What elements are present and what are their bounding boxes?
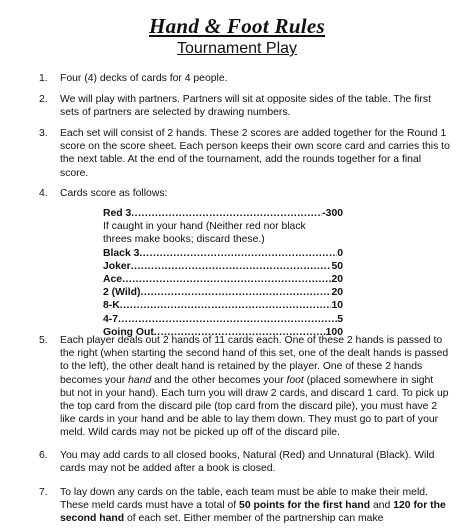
rule-3 (39, 127, 450, 180)
page-subtitle: Tournament Play (176, 40, 298, 57)
score-table (103, 207, 343, 339)
rule-text: Each set will consist of 2 hands. These 2 scores are added together for the Round 1 score on the score sheet. Each person keeps their own score card and carries this to the next table. At the end of the tournament, add the rounds together for a final score. (60, 128, 450, 179)
rule-6 (39, 449, 450, 475)
rule-number: 2. (39, 94, 48, 105)
rule-text-part: (placed somewhere in sight but not in your hand). Each turn you will draw 2 cards, and discard 1 card. To pick up the top card from the discard pile (top card from the discard pile), you must have 2 like cards in your hand and be able to lay them down. They must go to part of your meld. Wild cards may not be picked up off of the discard pile. (60, 374, 449, 439)
score-label: 4-7 (103, 313, 119, 325)
score-value: 0 (337, 247, 343, 259)
rule-1 (39, 72, 450, 85)
score-row (103, 273, 343, 286)
leader-dots (120, 299, 332, 312)
score-label: Joker (103, 260, 131, 272)
rule-text: Cards score as follows: (60, 188, 168, 199)
score-label: 8-K (103, 300, 120, 312)
rule-emphasis: hand (128, 374, 152, 386)
score-row (103, 207, 343, 220)
rule-text: You may add cards to all closed books, Natural (Red) and Unnatural (Black). Wild cards may not be added after a book is closed. (60, 450, 435, 475)
score-label: Black 3 (103, 247, 140, 259)
rule-5 (39, 334, 450, 440)
leader-dots (139, 247, 337, 260)
rule-number: 1. (39, 73, 48, 84)
rule-emphasis: foot (286, 374, 304, 386)
score-label: Red 3 (103, 208, 132, 219)
rule-text-part: To lay down any cards on the table, each team must be able to make their meld. These meld cards must have a total of (60, 487, 428, 512)
leader-dots (131, 207, 322, 220)
leader-dots (131, 260, 332, 273)
rule-number: 4. (39, 188, 48, 199)
score-label: Ace (103, 274, 123, 286)
score-row (103, 299, 343, 312)
leader-dots (118, 313, 337, 326)
score-value: 5 (337, 313, 343, 325)
score-label: Going Out (103, 326, 154, 338)
rule-4 (39, 187, 450, 200)
rule-7 (39, 486, 450, 526)
rule-number: 3. (39, 128, 48, 139)
rule-number: 6. (39, 450, 48, 461)
rule-bold: 50 points for the first hand (239, 500, 371, 512)
page-title: Hand & Foot Rules (148, 14, 326, 38)
rule-text-part: of each set. Either member of the partnership can make (124, 513, 384, 525)
rule-text-part: and (370, 500, 394, 512)
score-value: -300 (322, 208, 343, 219)
score-value: 20 (331, 274, 343, 286)
rule-text: Four (4) decks of cards for 4 people. (60, 73, 228, 84)
leader-dots (122, 273, 331, 286)
red3-note: If caught in your hand (Neither red nor black threes make books; discard these.) (103, 221, 306, 246)
leader-dots (140, 286, 331, 299)
score-row (103, 247, 343, 260)
rule-number: 7. (39, 487, 48, 498)
score-row (103, 260, 343, 273)
rule-2 (39, 93, 450, 119)
rule-text-part: and the other becomes your (151, 374, 287, 386)
rule-bold: 120 for the second hand (60, 500, 446, 525)
score-row (103, 286, 343, 299)
score-value: 20 (331, 287, 343, 299)
score-value: 50 (331, 260, 343, 272)
rule-text: We will play with partners. Partners will sit at opposite sides of the table. The first sets of partners are selected by drawing numbers. (60, 94, 431, 119)
rule-text-part: Each player deals out 2 hands of 11 cards each. One of these 2 hands is passed to the right (when starting the second hand of this set, one of the dealt hands is passed to the left), the other dealt hand is retained by the player. One of these 2 hands becomes your (60, 335, 449, 386)
score-value: 100 (325, 326, 343, 338)
score-label: 2 (Wild) (103, 287, 141, 299)
score-row (103, 313, 343, 326)
score-value: 10 (331, 300, 343, 312)
rule-number: 5. (39, 335, 48, 346)
